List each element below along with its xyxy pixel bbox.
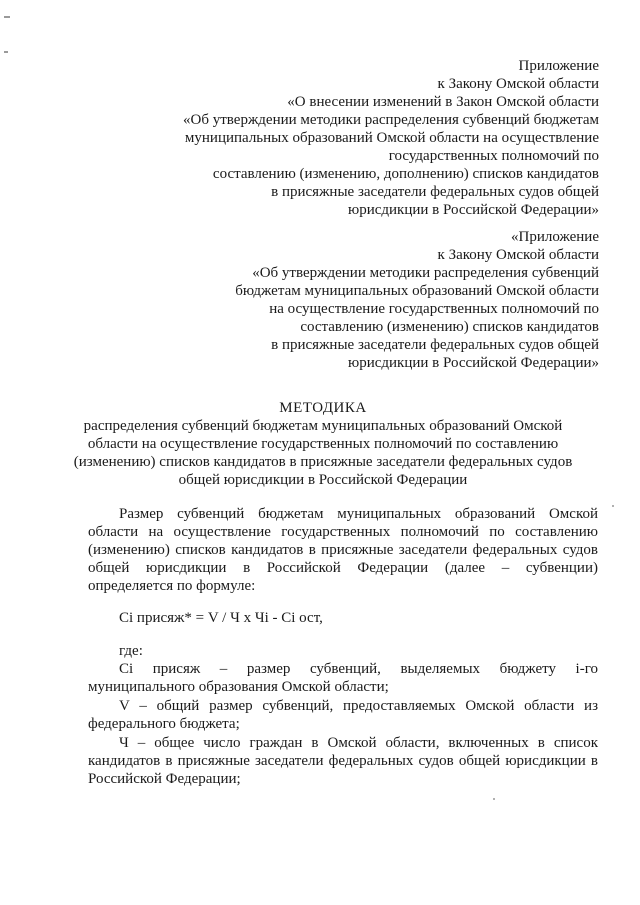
scan-mark: [4, 51, 8, 53]
appendix-line: «Об утверждении методики распределения субвенций: [252, 265, 599, 281]
definition-line: Российской Федерации;: [88, 771, 241, 787]
appendix-line: «Приложение: [510, 229, 599, 245]
body-text-line: определяется по формуле:: [88, 578, 256, 594]
formula: Ci присяж* = V / Ч x Чi - Ci ост,: [119, 610, 323, 626]
appendix-line: на осуществление государственных полномочий по: [269, 301, 599, 317]
appendix-line: государственных полномочий по: [388, 148, 599, 164]
title-heading: МЕТОДИКА: [279, 400, 367, 416]
definition-line: муниципального образования Омской области;: [88, 679, 389, 695]
appendix-line: муниципальных образований Омской области на осуществление: [184, 130, 599, 146]
appendix-line: «О внесении изменений в Закон Омской области: [287, 94, 599, 110]
definition-line: кандидатов в присяжные заседатели федеральных судов общей юрисдикции в: [88, 753, 598, 769]
scan-dot: [493, 798, 495, 800]
appendix-line: бюджетам муниципальных образований Омской области: [235, 283, 599, 299]
appendix-line: к Закону Омской области: [437, 247, 599, 263]
document-title: [60, 399, 586, 489]
appendix-line: юрисдикции в Российской Федерации»: [347, 202, 599, 218]
title-line: (изменению) списков кандидатов в присяжные заседатели федеральных судов: [73, 454, 573, 470]
title-line: общей юрисдикции в Российской Федерации: [178, 472, 468, 488]
body-text-line: области на осуществление государственных полномочий по составлению: [88, 524, 598, 540]
scan-mark: [4, 16, 10, 18]
appendix-line: «Об утверждении методики распределения субвенций бюджетам: [183, 112, 599, 128]
appendix-line: к Закону Омской области: [437, 76, 599, 92]
appendix-header-outer: [183, 57, 599, 219]
title-line: области на осуществление государственных полномочий по составлению: [87, 436, 559, 452]
appendix-line: Приложение: [518, 58, 599, 74]
definition-line: Ч – общее число граждан в Омской области, включенных в список: [119, 735, 598, 751]
appendix-line: юрисдикции в Российской Федерации»: [347, 355, 599, 371]
appendix-header-inner: [235, 228, 599, 372]
definition-line: V – общий размер субвенций, предоставляемых Омской области из: [119, 698, 598, 714]
appendix-line: в присяжные заседатели федеральных судов общей: [271, 337, 599, 353]
where-label: где:: [119, 643, 143, 659]
body-text-line: Размер субвенций бюджетам муниципальных образований Омской: [119, 506, 598, 522]
definition-line: федерального бюджета;: [88, 716, 240, 732]
title-line: распределения субвенций бюджетам муниципальных образований Омской: [83, 418, 563, 434]
body-text-line: общей юрисдикции в Российской Федерации (далее – субвенции): [88, 560, 598, 576]
body-text-line: (изменению) списков кандидатов в присяжные заседатели федеральных судов: [88, 542, 598, 558]
appendix-line: в присяжные заседатели федеральных судов общей: [271, 184, 599, 200]
appendix-line: составлению (изменению) списков кандидатов: [300, 319, 599, 335]
appendix-line: составлению (изменению, дополнению) списков кандидатов: [212, 166, 599, 182]
definition-line: Ci присяж – размер субвенций, выделяемых бюджету i-го: [119, 661, 598, 677]
scan-dot: [612, 505, 614, 507]
